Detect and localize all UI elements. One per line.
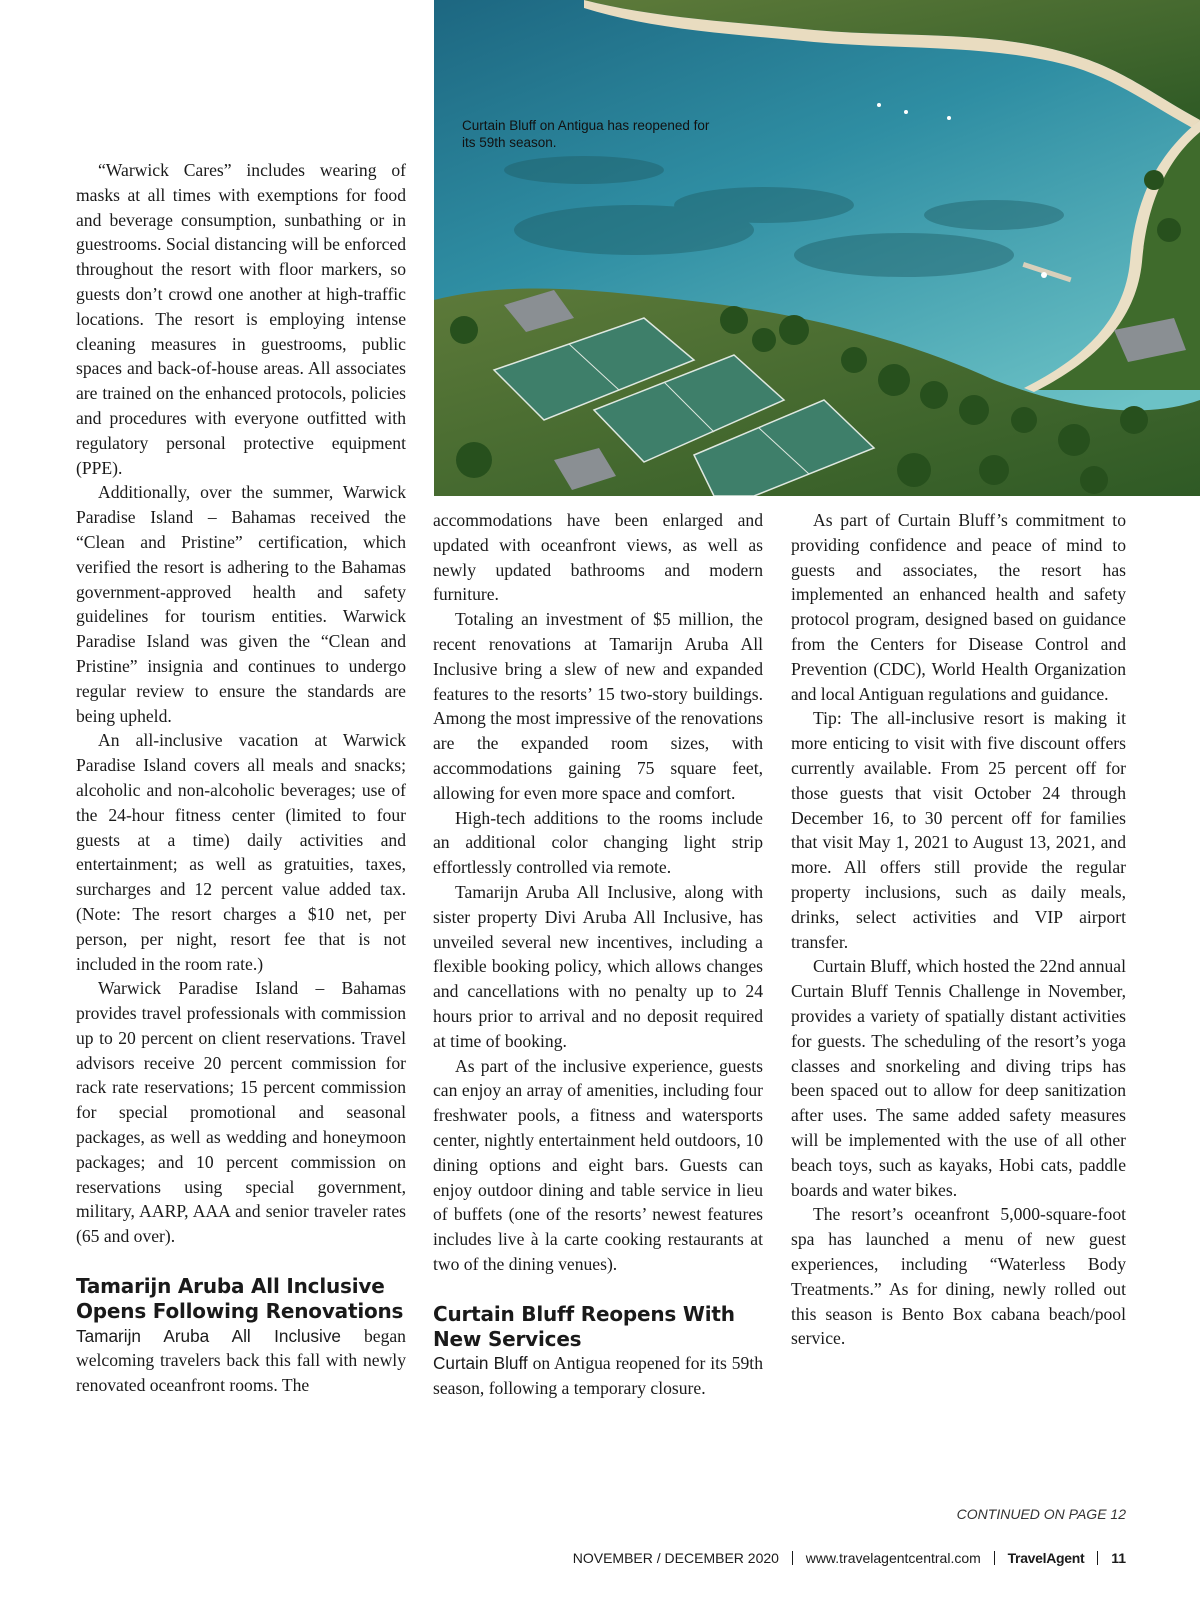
footer-divider (792, 1551, 793, 1565)
paragraph: Totaling an investment of $5 million, the recent renovations at Tamarijn Aruba All Inclusive bring a slew of new and expanded features to the resorts’ 15 two-story buildings. Among the most impressive of the renovations are the expanded room sizes, with accommodations gaining 75 square feet, allowing for even more space and comfort. (433, 609, 763, 803)
magazine-brand: TravelAgent (1007, 1550, 1085, 1566)
paragraph: Tip: The all-inclusive resort is making it more enticing to visit with five discount offers currently available. From 25 percent off for those guests that visit October 24 through December 16, to 30 percent off for families that visit May 1, 2021 to August 13, 2021, and more. All offers still provide the regular property inclusions, such as daily meals, drinks, select activities and VIP airport transfer. (791, 708, 1126, 952)
continued-on-link[interactable]: CONTINUED ON PAGE 12 (956, 1506, 1126, 1522)
column-2 (433, 508, 763, 1401)
paragraph-text: on Antigua reopened for its 59th season, following a temporary closure. (433, 1353, 763, 1399)
page-footer (573, 1550, 1126, 1566)
page-number: 11 (1111, 1550, 1126, 1566)
footer-divider (1097, 1551, 1098, 1565)
paragraph: As part of Curtain Bluff’s commitment to providing confidence and peace of mind to guests and associates, the resort has implemented an enhanced health and safety protocol program, designed based on guidance from the Centers for Disease Control and Prevention (CDC), World Health Organization and local Antiguan regulations and guidance. (791, 510, 1126, 704)
paragraph (76, 1324, 406, 1398)
paragraph: High-tech additions to the rooms include an additional color changing light strip effortlessly controlled via remote. (433, 807, 763, 878)
paragraph (433, 1351, 763, 1401)
section-heading-curtain-bluff: Curtain Bluff Reopens With New Services (433, 1301, 735, 1351)
paragraph: Warwick Paradise Island – Bahamas provides travel professionals with commission up to 20 percent on client reservations. Travel advisors receive 20 percent commission for rack rate reservations; 15 percent commission for special promotional and seasonal packages, as well as wedding and honeymoon packages; and 10 percent commission on reservations using special government, military, AARP, AAA and senior traveler rates (65 and over). (76, 978, 406, 1247)
lead-in-name: Tamarijn Aruba All Inclusive (76, 1325, 341, 1346)
paragraph: Tamarijn Aruba All Inclusive, along with sister property Divi Aruba All Inclusive, has unveiled several new incentives, including a flexible booking policy, which allows changes and cancellations with no penalty up to 24 hours prior to arrival and no deposit required at time of booking. (433, 881, 763, 1051)
paragraph-text: began welcoming travelers back this fall with newly renovated oceanfront rooms. The (76, 1325, 406, 1396)
paragraph: accommodations have been enlarged and updated with oceanfront views, as well as newly updated bathrooms and modern furniture. (433, 510, 763, 605)
paragraph: As part of the inclusive experience, guests can enjoy an array of amenities, including four freshwater pools, a fitness and watersports center, nightly entertainment held outdoors, 10 dining options and eight bars. Guests can enjoy outdoor dining and table service in lieu of buffets (one of the resorts’ newest features includes live à la carte cooking restaurants at two of the dining venues). (433, 1055, 763, 1274)
paragraph: An all-inclusive vacation at Warwick Paradise Island covers all meals and snacks; alcoholic and non-alcoholic beverages; use of the 24-hour fitness center (limited to four guests at a time) daily activities and entertainment; as well as gratuities, taxes, surcharges and 12 percent value added tax. (Note: The resort charges a $10 net, per person, per night, resort fee that is not included in the room rate.) (76, 730, 406, 974)
resort-aerial-photo (434, 0, 1200, 496)
column-3 (791, 508, 1126, 1351)
issue-date: NOVEMBER / DECEMBER 2020 (572, 1550, 779, 1566)
paragraph: “Warwick Cares” includes wearing of masks at all times with exemptions for food and beverage consumption, sunbathing or in guestrooms. Social distancing will be enforced throughout the resort with floor markers, so guests don’t crowd one another at high-traffic locations. The resort is employing intense cleaning measures in guestrooms, public spaces and back-of-house areas. All associates are trained on the enhanced protocols, policies and procedures with everyone outfitted with regulatory personal protective equipment (PPE). (76, 160, 406, 478)
photo-caption: Curtain Bluff on Antigua has reopened for its 59th season. (462, 118, 710, 150)
paragraph: Additionally, over the summer, Warwick Paradise Island – Bahamas received the “Clean and Pristine” certification, which verified the resort is adhering to the Bahamas government-approved health and safety guidelines for tourism entities. Warwick Paradise Island was given the “Clean and Pristine” insignia and continues to undergo regular review to ensure the standards are being upheld. (76, 482, 406, 726)
website-url[interactable]: www.travelagentcentral.com (805, 1550, 981, 1566)
lead-in-name: Curtain Bluff (433, 1353, 528, 1374)
section-heading-tamarijn: Tamarijn Aruba All Inclusive Opens Following Renovations (76, 1274, 404, 1323)
footer-divider (994, 1551, 995, 1565)
column-1 (76, 158, 406, 1398)
paragraph: The resort’s oceanfront 5,000-square-foot spa has launched a menu of new guest experiences, including “Waterless Body Treatments.” As for dining, newly rolled out this season is Bento Box cabana beach/pool service. (791, 1204, 1126, 1349)
paragraph: Curtain Bluff, which hosted the 22nd annual Curtain Bluff Tennis Challenge in November, provides a variety of spatially distant activities for guests. The scheduling of the resort’s yoga classes and snorkeling and diving trips has been spaced out to allow for deep sanitization after uses. The same added safety measures will be implemented with the use of all other beach toys, such as kayaks, Hobi cats, paddle boards and water bikes. (791, 956, 1126, 1200)
